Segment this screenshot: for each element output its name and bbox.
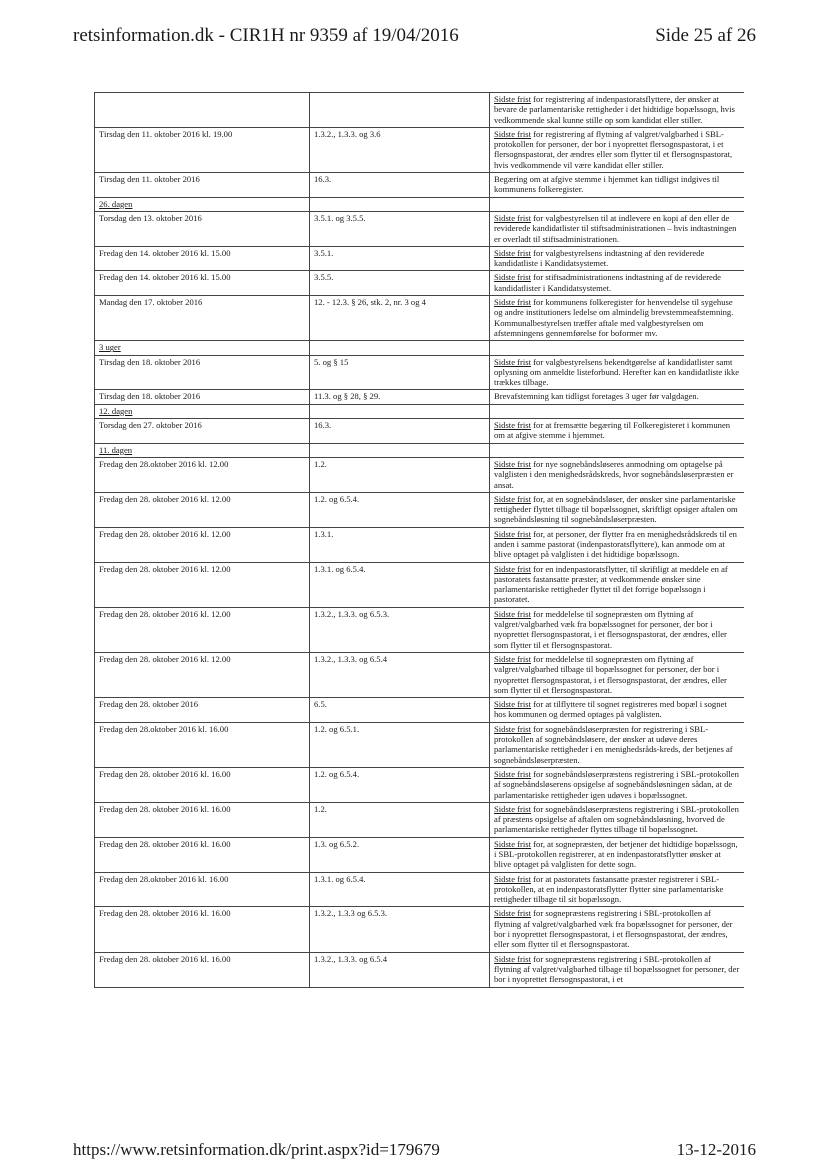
table-row xyxy=(95,837,745,872)
table-row xyxy=(95,296,745,341)
table-row xyxy=(95,907,745,952)
date-cell: Tirsdag den 11. oktober 2016 kl. 19.00 xyxy=(95,127,310,172)
description-cell xyxy=(490,837,745,872)
section-row xyxy=(95,341,745,355)
deadline-link[interactable]: Sidste frist xyxy=(494,458,532,469)
reference-cell: 11.3. og § 28, § 29. xyxy=(310,390,490,404)
description-cell xyxy=(490,722,745,767)
deadline-link[interactable]: Sidste frist xyxy=(494,873,532,884)
deadline-link[interactable]: Sidste frist xyxy=(494,803,532,814)
date-cell: Fredag den 28. oktober 2016 kl. 12.00 xyxy=(95,492,310,527)
reference-cell: 1.3.2., 1.3.3. og 6.5.3. xyxy=(310,607,490,652)
reference-cell: 1.2. og 6.5.4. xyxy=(310,492,490,527)
description-cell xyxy=(490,872,745,907)
empty-cell xyxy=(310,443,490,457)
table-row xyxy=(95,419,745,444)
description-cell xyxy=(490,211,745,246)
reference-cell: 1.2. xyxy=(310,457,490,492)
section-row xyxy=(95,197,745,211)
description-text: for nye sognebåndsløseres anmodning om optagelse på valglisten i den menighedsrådskreds, hvor sognebåndsløserpræsten er ansat. xyxy=(494,458,734,490)
description-text: for, at en sognebåndsløser, der ønsker sine parlamentariske rettigheder flyttet tilbage til bopælssognet, skriftligt opsiger aftalen om sognebåndsløsning til sognebåndsløserpræsten. xyxy=(494,493,738,525)
date-cell xyxy=(95,93,310,128)
description-text: for registrering af flytning af valgret/valgbarhed i SBL-protokollen for personer, der bor i nyoprettet flersognspastorat, i et flersognspastorat, der ændres eller som flytter til et flersognspastorat, hvis vedkommende vil være kandidat eller stiller. xyxy=(494,128,733,170)
deadline-link[interactable]: Sidste frist xyxy=(494,908,532,919)
reference-cell: 1.3.1. og 6.5.4. xyxy=(310,562,490,607)
description-cell xyxy=(490,419,745,444)
deadline-link[interactable]: Sidste frist xyxy=(494,563,532,574)
date-cell: Mandag den 17. oktober 2016 xyxy=(95,296,310,341)
description-cell xyxy=(490,802,745,837)
description-cell xyxy=(490,562,745,607)
deadline-link[interactable]: Sidste frist xyxy=(494,94,532,104)
table-row xyxy=(95,492,745,527)
description-text: for at tilflyttere til sognet registreres med bopæl i sognet hos kommunen og dermed optages på valglisten. xyxy=(494,699,727,720)
description-cell xyxy=(490,457,745,492)
section-row xyxy=(95,443,745,457)
description-cell xyxy=(490,271,745,296)
table-row xyxy=(95,607,745,652)
table-row xyxy=(95,562,745,607)
table-row xyxy=(95,767,745,802)
reference-cell: 12. - 12.3. § 26, stk. 2, nr. 3 og 4 xyxy=(310,296,490,341)
date-cell: Fredag den 28. oktober 2016 kl. 12.00 xyxy=(95,562,310,607)
description-cell xyxy=(490,390,745,404)
description-text: for sognebåndsløserpræsten for registrering i SBL-protokollen af sognebåndsløsere, der ønsker at udøve deres parlamentariske rettigheder i en menighedsråds-kreds, der betjenes af sognebåndsløserpræsten. xyxy=(494,723,733,765)
deadline-link[interactable]: Sidste frist xyxy=(494,493,532,504)
description-text: for valgbestyrelsen til at indlevere en kopi af den eller de reviderede kandidatlister til stiftsadministrationen – hvis indtastningen er overladt til stiftsadministrationen. xyxy=(494,212,737,244)
table-row xyxy=(95,952,745,987)
reference-cell: 1.2. og 6.5.4. xyxy=(310,767,490,802)
date-cell: Tirsdag den 11. oktober 2016 xyxy=(95,173,310,198)
table-row xyxy=(95,173,745,198)
description-cell xyxy=(490,652,745,697)
description-text: for, at sognepræsten, der betjener det hidtidige bopælssogn, i SBL-protokollen registrerer, at en indenpastoratsflytter ønsker at blive optaget på valglisten for dette sogn. xyxy=(494,838,738,870)
empty-cell xyxy=(490,341,745,355)
table-row xyxy=(95,390,745,404)
table-row xyxy=(95,652,745,697)
deadline-link[interactable]: Sidste frist xyxy=(494,212,532,223)
description-text: for at fremsætte begæring til Folkeregisteret i kommunen om at afgive stemme i hjemmet. xyxy=(494,420,731,441)
deadline-link[interactable]: Sidste frist xyxy=(494,768,532,779)
description-cell xyxy=(490,607,745,652)
reference-cell: 3.5.5. xyxy=(310,271,490,296)
footer-url[interactable]: https://www.retsinformation.dk/print.aspx?id=179679 xyxy=(73,1140,440,1159)
date-cell: Fredag den 14. oktober 2016 kl. 15.00 xyxy=(95,246,310,271)
header-page-number: Side 25 af 26 xyxy=(655,25,756,46)
description-cell xyxy=(490,127,745,172)
section-label: 12. dagen xyxy=(95,404,310,418)
description-cell xyxy=(490,296,745,341)
table-row xyxy=(95,698,745,723)
reference-cell xyxy=(310,93,490,128)
table-row xyxy=(95,355,745,390)
reference-cell: 5. og § 15 xyxy=(310,355,490,390)
table-row xyxy=(95,527,745,562)
description-text: for sognebåndsløserpræstens registrering i SBL-protokollen af sognebåndsløserens opsigelse af sognebåndsløsningen sådan, at de parlamentariske rettigheder igen udøves i bopælssognet. xyxy=(494,768,739,800)
reference-cell: 16.3. xyxy=(310,419,490,444)
reference-cell: 1.3.2., 1.3.3. og 3.6 xyxy=(310,127,490,172)
description-cell xyxy=(490,767,745,802)
table-row xyxy=(95,127,745,172)
deadline-link[interactable]: Sidste frist xyxy=(494,608,532,619)
reference-cell: 3.5.1. xyxy=(310,246,490,271)
description-text: for at pastoratets fastansatte præster registrerer i SBL-protokollen, at en indenpastoratsflytter flytter sine parlamentariske rettigheder tilbage til sit bopælssogn. xyxy=(494,873,724,905)
date-cell: Fredag den 28. oktober 2016 kl. 12.00 xyxy=(95,652,310,697)
description-text: for kommunens folkeregister for henvendelse til sygehuse og andre institutioners ledelse om almindelig brevstemmeafstemning. Kommunalbestyrelsen træffer aftale med valgbestyrelsen om afstemningens gennemførelse for boformer mv. xyxy=(494,297,734,338)
reference-cell: 1.3.2., 1.3.3. og 6.5.4 xyxy=(310,652,490,697)
description-cell xyxy=(490,492,745,527)
deadline-table-body xyxy=(95,93,745,988)
description-text: for sognebåndsløserpræstens registrering i SBL-protokollen af præstens opsigelse af aftalen om sognebåndsløsning, hvorved de parlamentariske rettigheder flyttes tilbage til bopælssognet. xyxy=(494,803,739,835)
reference-cell: 1.3.2., 1.3.3. og 6.5.4 xyxy=(310,952,490,987)
date-cell: Fredag den 28.oktober 2016 kl. 16.00 xyxy=(95,872,310,907)
empty-cell xyxy=(310,341,490,355)
empty-cell xyxy=(490,404,745,418)
reference-cell: 6.5. xyxy=(310,698,490,723)
section-label: 11. dagen xyxy=(95,443,310,457)
description-cell xyxy=(490,93,745,128)
description-text: for meddelelse til sognepræsten om flytning af valgret/valgbarhed tilbage til bopælssognet for personer, der bor i nyoprettet flersognspastorat, i et flersognspastorat, der ændres, eller som flytter til et flersognspastorat. xyxy=(494,653,727,695)
table-row xyxy=(95,246,745,271)
description-text: for valgbestyrelsens indtastning af den reviderede kandidatliste i Kandidatsystemet. xyxy=(494,247,705,269)
date-cell: Fredag den 28. oktober 2016 kl. 16.00 xyxy=(95,837,310,872)
table-row xyxy=(95,93,745,128)
deadline-link[interactable]: Sidste frist xyxy=(494,653,532,664)
description-text: for stiftsadministrationens indtastning af de reviderede kandidatlister i Kandidatsystemet. xyxy=(494,272,721,293)
date-cell: Fredag den 28.oktober 2016 kl. 12.00 xyxy=(95,457,310,492)
reference-cell: 3.5.1. og 3.5.5. xyxy=(310,211,490,246)
table-row xyxy=(95,722,745,767)
empty-cell xyxy=(310,404,490,418)
description-text: Brevafstemning kan tidligst foretages 3 uger før valgdagen. xyxy=(494,391,699,402)
deadline-link[interactable]: Sidste frist xyxy=(494,356,532,367)
table-row xyxy=(95,211,745,246)
deadline-link[interactable]: Sidste frist xyxy=(494,953,532,964)
deadline-link[interactable]: Sidste frist xyxy=(494,128,532,139)
date-cell: Fredag den 28. oktober 2016 kl. 12.00 xyxy=(95,607,310,652)
deadline-link[interactable]: Sidste frist xyxy=(494,272,532,283)
reference-cell: 1.2. og 6.5.1. xyxy=(310,722,490,767)
deadline-table-container xyxy=(94,92,744,1102)
description-text: for meddelelse til sognepræsten om flytning af valgret/valgbarhed væk fra bopælssognet for personer, der bor i nyoprettet flersognspastorat, i et flersognspastorat, der ændres, eller som flytter til et flersognspastorat. xyxy=(494,608,727,650)
date-cell: Fredag den 28. oktober 2016 kl. 16.00 xyxy=(95,802,310,837)
description-text: for registrering af indenpastoratsflyttere, der ønsker at bevare de parlamentariske rettigheder i det hidtidige bopælssogn, hvis vedkommende skal kunne stille op som kandidat eller stiller. xyxy=(494,94,735,125)
date-cell: Tirsdag den 18. oktober 2016 xyxy=(95,390,310,404)
empty-cell xyxy=(310,197,490,211)
description-text: for en indenpastoratsflytter, til skriftligt at meddele en af pastoratets fastansatte præster, at vedkommende ønsker sine parlamentariske rettigheder flyttet til det forrige bopælssogn i pastoratet. xyxy=(494,563,728,605)
description-cell xyxy=(490,698,745,723)
table-row xyxy=(95,802,745,837)
date-cell: Torsdag den 13. oktober 2016 xyxy=(95,211,310,246)
description-text: Begæring om at afgive stemme i hjemmet kan tidligst indgives til kommunens folkeregister. xyxy=(494,174,720,195)
deadline-link[interactable]: Sidste frist xyxy=(494,297,532,308)
footer-print-date: 13-12-2016 xyxy=(676,1140,756,1159)
description-cell xyxy=(490,527,745,562)
description-cell xyxy=(490,246,745,271)
empty-cell xyxy=(490,443,745,457)
deadline-link[interactable]: Sidste frist xyxy=(494,420,532,431)
deadline-link[interactable]: Sidste frist xyxy=(494,723,532,734)
reference-cell: 1.3.1. xyxy=(310,527,490,562)
section-label: 26. dagen xyxy=(95,197,310,211)
description-text: for sognepræstens registrering i SBL-protokollen af flytning af valgret/valgbarhed tilbage til bopælssognet for personer, der bor i nyoprettet flersognspastorat, i et xyxy=(494,953,740,985)
reference-cell: 1.3.2., 1.3.3 og 6.5.3. xyxy=(310,907,490,952)
section-row xyxy=(95,404,745,418)
deadline-link[interactable]: Sidste frist xyxy=(494,699,532,710)
date-cell: Fredag den 28.oktober 2016 kl. 16.00 xyxy=(95,722,310,767)
date-cell: Tirsdag den 18. oktober 2016 xyxy=(95,355,310,390)
date-cell: Fredag den 28. oktober 2016 kl. 16.00 xyxy=(95,767,310,802)
header-source: retsinformation.dk - CIR1H nr 9359 af 19/04/2016 xyxy=(73,25,459,46)
reference-cell: 1.3. og 6.5.2. xyxy=(310,837,490,872)
date-cell: Fredag den 28. oktober 2016 xyxy=(95,698,310,723)
description-cell xyxy=(490,355,745,390)
description-cell xyxy=(490,907,745,952)
section-label: 3 uger xyxy=(95,341,310,355)
date-cell: Torsdag den 27. oktober 2016 xyxy=(95,419,310,444)
description-text: for, at personer, der flytter fra en menighedsrådskreds til en anden i samme pastorat (indenpastoratsflyttere), kan anmode om at blive optaget på valglisten i det hidtidige bopælssogn. xyxy=(494,528,737,560)
description-cell xyxy=(490,952,745,987)
deadline-link[interactable]: Sidste frist xyxy=(494,528,532,539)
date-cell: Fredag den 28. oktober 2016 kl. 12.00 xyxy=(95,527,310,562)
description-cell xyxy=(490,173,745,198)
table-row xyxy=(95,872,745,907)
deadline-link[interactable]: Sidste frist xyxy=(494,247,532,258)
description-text: for sognepræstens registrering i SBL-protokollen af flytning af valgret/valgbarhed væk fra bopælssognet for personer, der bor i nyoprettet flersognspastorat, i et flersognspastorat, der ændres, eller som flytter til et flersognspastorat. xyxy=(494,908,733,950)
date-cell: Fredag den 28. oktober 2016 kl. 16.00 xyxy=(95,952,310,987)
empty-cell xyxy=(490,197,745,211)
reference-cell: 1.2. xyxy=(310,802,490,837)
reference-cell: 16.3. xyxy=(310,173,490,198)
reference-cell: 1.3.1. og 6.5.4. xyxy=(310,872,490,907)
date-cell: Fredag den 14. oktober 2016 kl. 15.00 xyxy=(95,271,310,296)
table-row xyxy=(95,457,745,492)
deadline-table xyxy=(94,92,744,988)
description-text: for valgbestyrelsens bekendtgørelse af kandidatlister samt oplysning om anmeldte listeforbund. Herefter kan en kandidatliste ikke trækkes tilbage. xyxy=(494,356,740,388)
deadline-link[interactable]: Sidste frist xyxy=(494,838,532,849)
table-row xyxy=(95,271,745,296)
date-cell: Fredag den 28. oktober 2016 kl. 16.00 xyxy=(95,907,310,952)
